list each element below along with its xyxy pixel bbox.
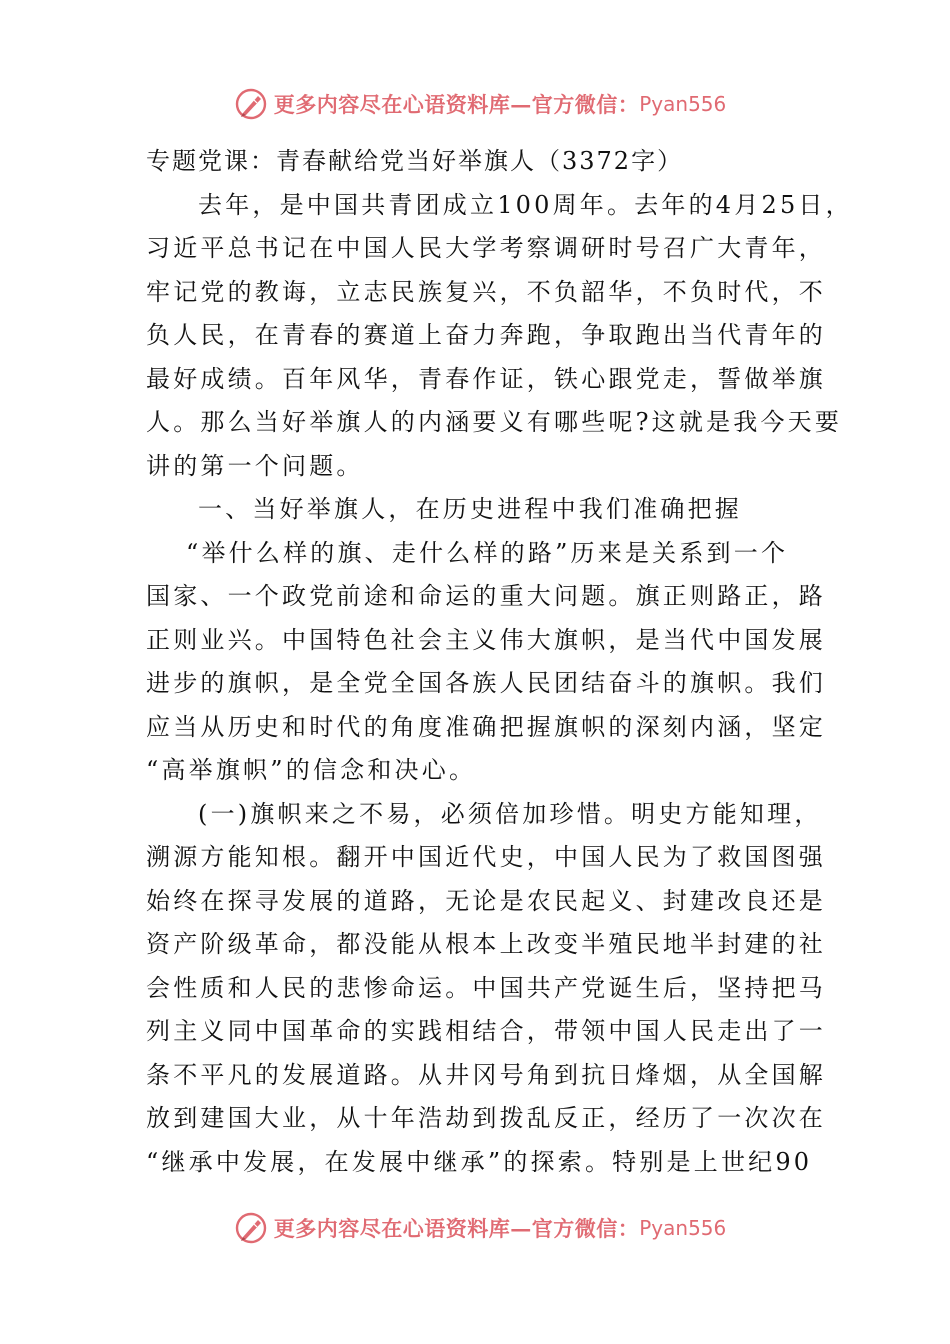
header-banner [0,84,950,124]
banner-wechat-id: Pyan556 [639,1216,727,1240]
paragraph-line: 资产阶级革命，都没能从根本上改变半殖民地半封建的社 [146,930,826,958]
paragraph-line: 国家、一个政党前途和命运的重大问题。旗正则路正，路 [146,582,826,610]
paragraph-line: 列主义同中国革命的实践相结合，带领中国人民走出了一 [146,1017,826,1045]
paragraph-line: 会性质和人民的悲惨命运。中国共产党诞生后，坚持把马 [146,973,826,1002]
quill-pen-logo-icon [234,87,268,121]
paragraph-line: 讲的第一个问题。 [146,451,364,480]
section-heading: 一、当好举旗人，在历史进程中我们准确把握 [198,495,742,523]
paragraph-line: 条不平凡的发展道路。从井冈号角到抗日烽烟，从全国解 [146,1060,826,1089]
quill-pen-logo-icon [234,1211,268,1245]
paragraph-line: 习近平总书记在中国人民大学考察调研时号召广大青年， [146,234,826,262]
paragraph-line: 正则业兴。中国特色社会主义伟大旗帜，是当代中国发展 [146,625,826,654]
paragraph-line: “继承中发展，在发展中继承”的探索。特别是上世纪90 [146,1147,813,1176]
paragraph-line: 牢记党的教诲，立志民族复兴，不负韶华，不负时代，不 [146,277,826,306]
paragraph-line: 溯源方能知根。翻开中国近代史，中国人民为了救国图强 [146,843,826,871]
document-title: 专题党课：青春献给党当好举旗人（3372字） [146,147,684,175]
paragraph-line: 人。那么当好举旗人的内涵要义有哪些呢?这就是我今天要 [146,408,843,436]
banner-text: 更多内容尽在心语资料库—官方微信： [273,1216,640,1241]
paragraph-line: “举什么样的旗、走什么样的路”历来是关系到一个 [186,538,789,567]
paragraph-line: 放到建国大业，从十年浩劫到拨乱反正，经历了一次次在 [146,1104,826,1132]
paragraph-line: 最好成绩。百年风华，青春作证，铁心跟党走，誓做举旗 [146,364,826,393]
paragraph-line: 应当从历史和时代的角度准确把握旗帜的深刻内涵，坚定 [146,712,826,741]
paragraph-line: (一)旗帜来之不易，必须倍加珍惜。明史方能知理， [198,799,822,828]
paragraph-line: 去年，是中国共青团成立100周年。去年的4月25日， [198,190,853,219]
document-body [146,140,853,1184]
paragraph-line: 进步的旗帜，是全党全国各族人民团结奋斗的旗帜。我们 [146,669,826,697]
paragraph-line: “高举旗帜”的信念和决心。 [146,756,477,784]
paragraph-line: 始终在探寻发展的道路，无论是农民起义、封建改良还是 [146,886,826,915]
paragraph-line: 负人民，在青春的赛道上奋力奔跑，争取跑出当代青年的 [146,321,826,349]
footer-banner [0,1208,950,1248]
banner-wechat-id: Pyan556 [639,92,727,116]
banner-text: 更多内容尽在心语资料库—官方微信： [273,92,640,117]
